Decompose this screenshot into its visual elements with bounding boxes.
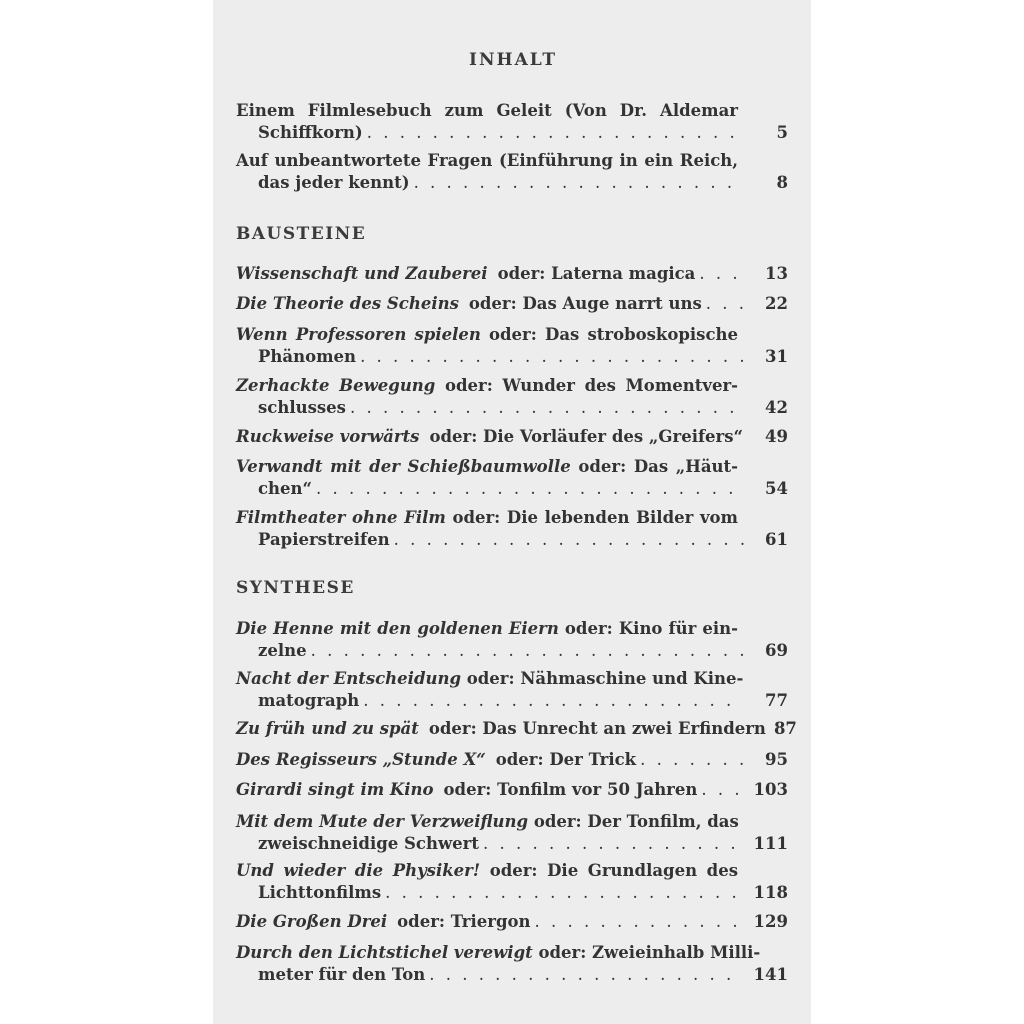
page-number: 49 [765,427,788,446]
toc-entry [236,811,788,855]
page-number: 141 [753,965,788,984]
entry-title: Ruckweise vorwärts [236,427,420,446]
entry-line-2: das jeder kennt) [258,173,410,192]
entry-subtitle: oder: Die Grundlagen des [489,861,738,880]
entry-line-1: Auf unbeantwortete Fragen (Einführung in ein Reich, [236,151,738,170]
page-number: 111 [753,834,788,853]
page-number: 95 [765,750,788,769]
entry-title: Verwandt mit der Schießbaumwolle [236,457,571,476]
toc-entry [236,618,788,662]
leader-dots [706,293,744,315]
page-number: 42 [765,398,788,417]
book-page [213,0,811,1024]
entry-title: Die Theorie des Scheins [236,294,459,313]
page-number: 13 [765,264,788,283]
entry-title: Und wieder die Physiker! [236,861,481,880]
section-heading-bausteine: BAUSTEINE [236,224,367,244]
page-number: 77 [765,691,788,710]
entry-subtitle: oder: Der Tonfilm, das [533,812,739,831]
leader-dots [640,749,744,771]
page-number: 103 [753,780,788,799]
entry-title: Filmtheater ohne Film [236,508,446,527]
leader-dots [316,478,744,500]
toc-entry [236,718,797,740]
page-number: 87 [773,719,797,738]
entry-line-2: Papierstreifen [258,530,390,549]
page-number: 22 [765,294,788,313]
entry-line-1: Einem Filmlesebuch zum Geleit (Von Dr. Aldemar [236,101,738,120]
toc-entry [236,942,788,986]
leader-dots [350,397,744,419]
entry-line-2: Lichttonfilms [258,883,382,902]
leader-dots [701,779,744,801]
leader-dots [363,690,744,712]
entry-title: Des Regisseurs „Stunde X“ [236,750,486,769]
entry-subtitle: oder: Tonfilm vor 50 Jahren [443,780,698,799]
entry-title: Zerhackte Bewegung [236,376,436,395]
leader-dots [394,529,744,551]
entry-subtitle: oder: Nähmaschine und Kine- [466,669,744,688]
toc-entry [236,293,788,315]
leader-dots [535,911,745,933]
page-number: 118 [753,883,788,902]
toc-entry [236,779,788,801]
entry-subtitle: oder: Kino für ein- [564,619,739,638]
toc-entry [236,324,788,368]
toc-entry [236,860,788,904]
entry-subtitle: oder: Laterna magica [497,264,696,283]
entry-subtitle: oder: Das „Häut- [578,457,738,476]
leader-dots [414,172,744,194]
page-number: 31 [765,347,788,366]
toc-entry [236,150,788,194]
page-number: 8 [776,173,788,192]
entry-title: Die Henne mit den goldenen Eiern [236,619,559,638]
section-heading-synthese: SYNTHESE [236,578,355,598]
toc-entry [236,375,788,419]
leader-dots [311,640,744,662]
entry-title: Durch den Lichtstichel verewigt [236,943,533,962]
entry-title: Mit dem Mute der Verzweiflung [236,812,529,831]
toc-entry [236,668,788,712]
leader-dots [360,346,744,368]
entry-subtitle: oder: Wunder des Momentver- [444,376,739,395]
entry-line-2: matograph [258,691,360,710]
entry-line-2: zelne [258,641,307,660]
page-number: 129 [753,912,788,931]
page-number: 5 [776,123,788,142]
leader-dots [385,882,744,904]
page-number: 54 [765,479,788,498]
entry-subtitle: oder: Der Trick [495,750,637,769]
entry-line-2: Phänomen [258,347,357,366]
entry-title: Die Großen Drei [236,912,388,931]
toc-entry [236,426,788,448]
entry-title: Wissenschaft und Zauberei [236,264,488,283]
toc-entry [236,456,788,500]
toc-entry [236,263,788,285]
entry-title: Girardi singt im Kino [236,780,434,799]
entry-line-2: chen“ [258,479,313,498]
entry-line-2: schlusses [258,398,346,417]
entry-title: Zu früh und zu spät [236,719,419,738]
leader-dots [483,833,744,855]
entry-subtitle: oder: Die lebenden Bilder vom [452,508,738,527]
toc-title: INHALT [469,50,557,70]
entry-subtitle: oder: Das Auge narrt uns [468,294,702,313]
page-number: 69 [765,641,788,660]
entry-line-2: Schiffkorn) [258,123,363,142]
entry-title: Wenn Professoren spielen [236,325,481,344]
entry-line-2: zweischneidige Schwert [258,834,479,853]
entry-subtitle: oder: Die Vorläufer des „Greifers“ [429,427,744,446]
entry-line-2: meter für den Ton [258,965,426,984]
page-number: 61 [765,530,788,549]
entry-subtitle: oder: Zweieinhalb Milli- [538,943,761,962]
toc-entry [236,911,788,933]
toc-entry [236,507,788,551]
entry-subtitle: oder: Das stroboskopische [489,325,738,344]
leader-dots [367,122,744,144]
toc-entry [236,749,788,771]
entry-subtitle: oder: Das Unrecht an zwei Erfindern [428,719,766,738]
entry-subtitle: oder: Triergon [397,912,531,931]
leader-dots [429,964,744,986]
leader-dots [699,263,744,285]
toc-entry [236,100,788,144]
entry-title: Nacht der Entscheidung [236,669,462,688]
